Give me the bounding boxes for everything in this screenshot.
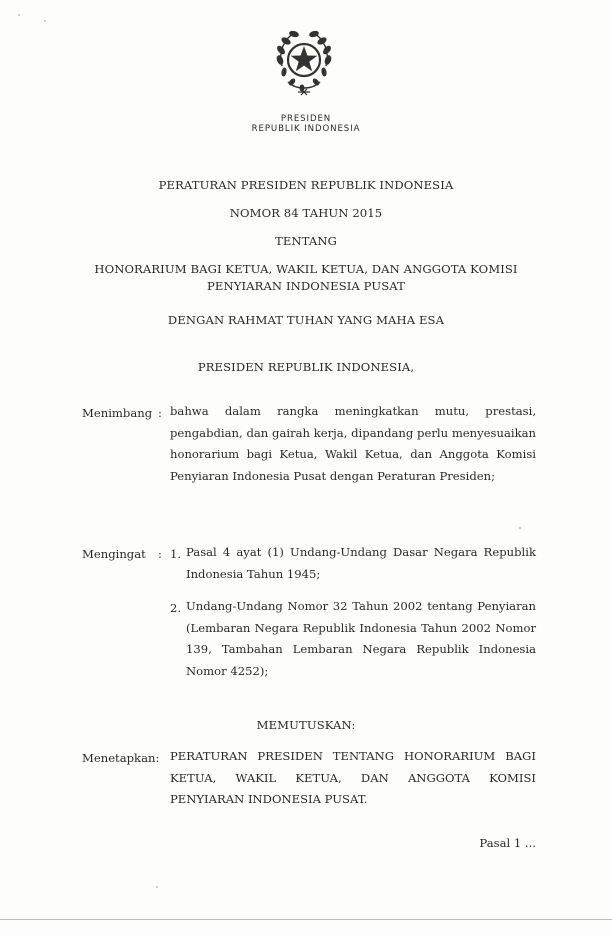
- scan-speck: [18, 14, 20, 16]
- blessing-line: DENGAN RAHMAT TUHAN YANG MAHA ESA: [167, 313, 445, 327]
- regulation-subject-line-1: HONORARIUM BAGI KETUA, WAKIL KETUA, DAN ANGGOTA KOMISI: [94, 262, 518, 276]
- mengingat-item-number: 1.: [170, 547, 182, 561]
- menimbang-colon: :: [158, 406, 162, 420]
- authority-line: PRESIDEN REPUBLIK INDONESIA,: [197, 360, 415, 374]
- scan-edge-line: [0, 919, 612, 920]
- mengingat-label: Mengingat: [82, 547, 146, 561]
- regulation-number: NOMOR 84 TAHUN 2015: [229, 206, 383, 220]
- institution-line-1: PRESIDEN: [280, 114, 332, 124]
- scan-speck: [519, 527, 521, 529]
- menimbang-label: Menimbang: [82, 406, 153, 420]
- decision-heading: MEMUTUSKAN:: [256, 718, 356, 732]
- mengingat-item-text: Undang-Undang Nomor 32 Tahun 2002 tentang Penyiaran (Lembaran Negara Republik Indonesia Tahun 2002 Nomor 139, Tambahan Lembaran Negara Republik Indonesia Nomor 4252);: [186, 599, 536, 678]
- menimbang-text: bahwa dalam rangka meningkatkan mutu, prestasi, pengabdian, dan gairah kerja, dipandang perlu menyesuaikan honorarium bagi Ketua, Wakil Ketua, dan Anggota Komisi Penyiaran Indonesia Pusat dengan Peraturan Presiden;: [170, 404, 536, 483]
- garuda-star-emblem-icon: [268, 22, 340, 98]
- menetapkan-label: Menetapkan:: [82, 751, 160, 765]
- menetapkan-text: PERATURAN PRESIDEN TENTANG HONORARIUM BAGI KETUA, WAKIL KETUA, DAN ANGGOTA KOMISI PENYIARAN INDONESIA PUSAT.: [170, 749, 536, 806]
- mengingat-item-number: 2.: [170, 601, 182, 615]
- regulation-title: PERATURAN PRESIDEN REPUBLIK INDONESIA: [158, 178, 454, 192]
- institution-line-2: REPUBLIK INDONESIA: [251, 124, 361, 134]
- mengingat-item-text: Pasal 4 ayat (1) Undang-Undang Dasar Negara Republik Indonesia Tahun 1945;: [186, 545, 536, 581]
- scan-speck: [44, 20, 46, 22]
- scan-speck: [156, 886, 158, 888]
- regulation-about: TENTANG: [275, 234, 337, 248]
- mengingat-colon: :: [158, 547, 162, 561]
- regulation-subject-line-2: PENYIARAN INDONESIA PUSAT: [207, 279, 405, 293]
- next-page-indicator: Pasal 1 ...: [479, 836, 536, 850]
